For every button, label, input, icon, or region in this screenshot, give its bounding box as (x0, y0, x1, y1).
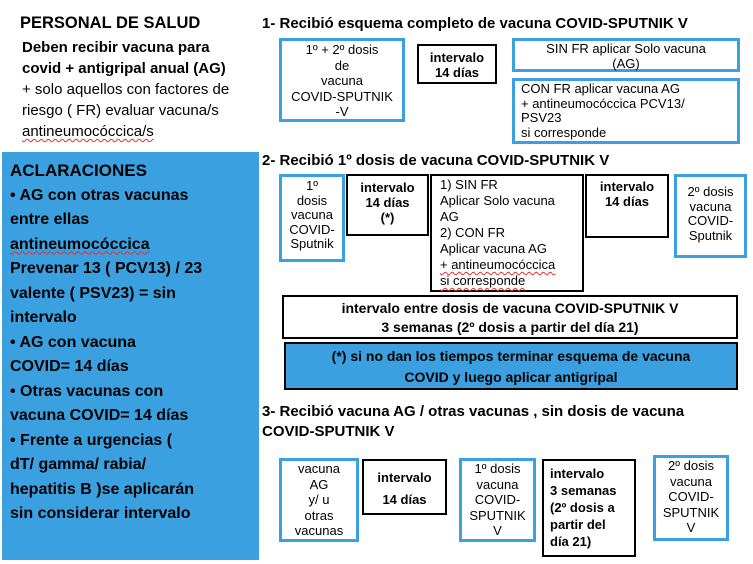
box-line: + antineumocóccica PCV13/ (521, 95, 685, 111)
s3-first-dose-box (459, 458, 536, 542)
clarification-line: • AG con otras vacunas (10, 186, 189, 204)
clarification-line: sin considerar intervalo (10, 505, 191, 522)
box-line: 2º dosis (668, 458, 714, 473)
title-line: 3- Recibió vacuna AG / otras vacunas , sin dosis de vacuna (262, 403, 685, 420)
box-line: otras (304, 507, 334, 523)
clarification-line: • AG con vacuna (10, 333, 136, 351)
box-line: (2º dosis a (550, 500, 615, 515)
clarifications-panel (2, 152, 259, 560)
description-line: riesgo ( FR) evaluar vacuna/s (22, 102, 219, 119)
box-line: PSV23 (521, 110, 562, 125)
box-line: 2) CON FR (440, 225, 505, 240)
box-line: Sputnik (290, 236, 334, 251)
box-line: (AG) (612, 55, 640, 71)
clarification-line: intervalo (10, 309, 77, 326)
box-line: 1) SIN FR (440, 177, 498, 192)
s3-interval2-box (542, 459, 636, 557)
box-line: vacuna (689, 198, 732, 214)
box-line: partir del (550, 517, 606, 532)
description-line: covid + antigripal anual (AG) (22, 60, 226, 77)
note-line: 3 semanas (2º dosis a partir del día 21) (381, 319, 639, 335)
box-line: AG (309, 476, 329, 492)
box-line: día 21) (550, 534, 592, 549)
s1-complete-doses-box (279, 38, 405, 122)
s2-asterisk-note (284, 342, 738, 390)
title-line: COVID-SPUTNIK V (262, 423, 395, 440)
box-line: 14 días (382, 492, 427, 507)
note-line: COVID y luego aplicar antigripal (404, 369, 618, 385)
description-line: + solo aquellos con factores de (22, 81, 230, 98)
clarification-line: COVID= 14 días (10, 358, 129, 375)
box-line: COVID- (687, 213, 734, 228)
box-line: V (686, 520, 696, 535)
box-line: 14 días (604, 194, 650, 209)
clarification-line: dT/ gamma/ rabia/ (10, 456, 147, 473)
box-line: COVID- (668, 489, 714, 504)
s2-first-dose-box (279, 174, 345, 262)
box-line: 14 días (434, 65, 480, 80)
section2-title: 2- Recibió 1º dosis de vacuna COVID-SPUTNIK V (262, 152, 610, 169)
s1-interval-box (417, 44, 497, 84)
box-line: V (493, 523, 502, 538)
s3-interval1-box (362, 459, 447, 515)
box-line: vacuna (476, 476, 519, 492)
note-line: (*) si no dan los tiempos terminar esquema de vacuna (331, 348, 691, 364)
clarification-line: antineumocóccica (10, 235, 150, 253)
s2-second-dose-box (674, 174, 747, 258)
box-line: si corresponde (521, 124, 607, 140)
box-line: 1º + 2º dosis (305, 42, 379, 57)
s1-sin-fr-box (512, 38, 740, 72)
s2-options-box (430, 174, 584, 292)
box-line: AG (440, 209, 459, 224)
box-line: Aplicar Solo vacuna (440, 193, 555, 208)
s3-ag-box (279, 458, 359, 542)
clarification-line: hepatitis B )se aplicarán (10, 480, 195, 498)
clarification-line: entre ellas (10, 211, 90, 228)
clarification-line: • Otras vacunas con (10, 382, 164, 400)
box-line: intervalo (429, 50, 485, 65)
box-line: COVID-SPUTNIK (291, 88, 393, 104)
note-line: intervalo entre dosis de vacuna COVID-SPUTNIK V (341, 300, 679, 316)
s3-second-dose-box (653, 455, 729, 541)
box-line: SPUTNIK (662, 504, 720, 520)
clarification-line: vacuna COVID= 14 días (10, 407, 189, 424)
box-line: SIN FR aplicar Solo vacuna (546, 41, 706, 56)
box-line: SPUTNIK (469, 507, 526, 523)
box-line: de (334, 57, 350, 73)
section3-title (262, 402, 684, 442)
box-line: 14 días (365, 195, 410, 210)
s2-interval2-box (585, 174, 669, 238)
clarification-line: • Frente a urgencias ( (10, 431, 173, 449)
box-line: vacuna (291, 207, 333, 222)
s1-con-fr-box (512, 78, 740, 144)
page-title: PERSONAL DE SALUD (20, 14, 201, 32)
box-line: intervalo (360, 180, 415, 195)
box-line: -V (335, 104, 349, 119)
box-line: Aplicar vacuna AG (440, 241, 547, 256)
box-line: + antineumocóccica (440, 257, 556, 272)
box-line: vacunas (294, 523, 344, 538)
section1-title: 1- Recibió esquema completo de vacuna COVID-SPUTNIK V (262, 15, 688, 32)
description-line: antineumocóccica/s (22, 123, 154, 140)
box-line: si corresponde (440, 273, 526, 288)
box-line: intervalo (377, 470, 432, 485)
box-line: vacuna (670, 473, 712, 489)
box-line: y/ u (308, 492, 330, 507)
box-line: Sputnik (688, 227, 733, 243)
box-line: intervalo (550, 466, 605, 481)
box-line: 1º dosis (474, 461, 521, 476)
box-line: intervalo (599, 179, 655, 194)
box-line: dosis (296, 192, 328, 208)
box-line: CON FR aplicar vacuna AG (521, 81, 680, 96)
clarification-line: valente ( PSV23) = sin (10, 284, 176, 302)
box-line: COVID- (474, 492, 521, 507)
description-line: Deben recibir vacuna para (22, 39, 210, 56)
box-line: vacuna (321, 73, 363, 88)
box-line: 2º dosis (687, 184, 734, 199)
box-line: COVID- (289, 221, 335, 237)
box-line: vacuna (298, 461, 340, 476)
box-line: 3 semanas (550, 483, 617, 498)
clarification-line: Prevenar 13 ( PCV13) / 23 (10, 260, 203, 277)
s2-interval-note (282, 295, 738, 339)
box-line: 1º (306, 178, 318, 193)
health-personnel-description (22, 37, 229, 142)
clarifications-title: ACLARACIONES (10, 161, 147, 180)
box-line: (*) (380, 210, 395, 225)
s2-interval1-box (346, 174, 429, 236)
